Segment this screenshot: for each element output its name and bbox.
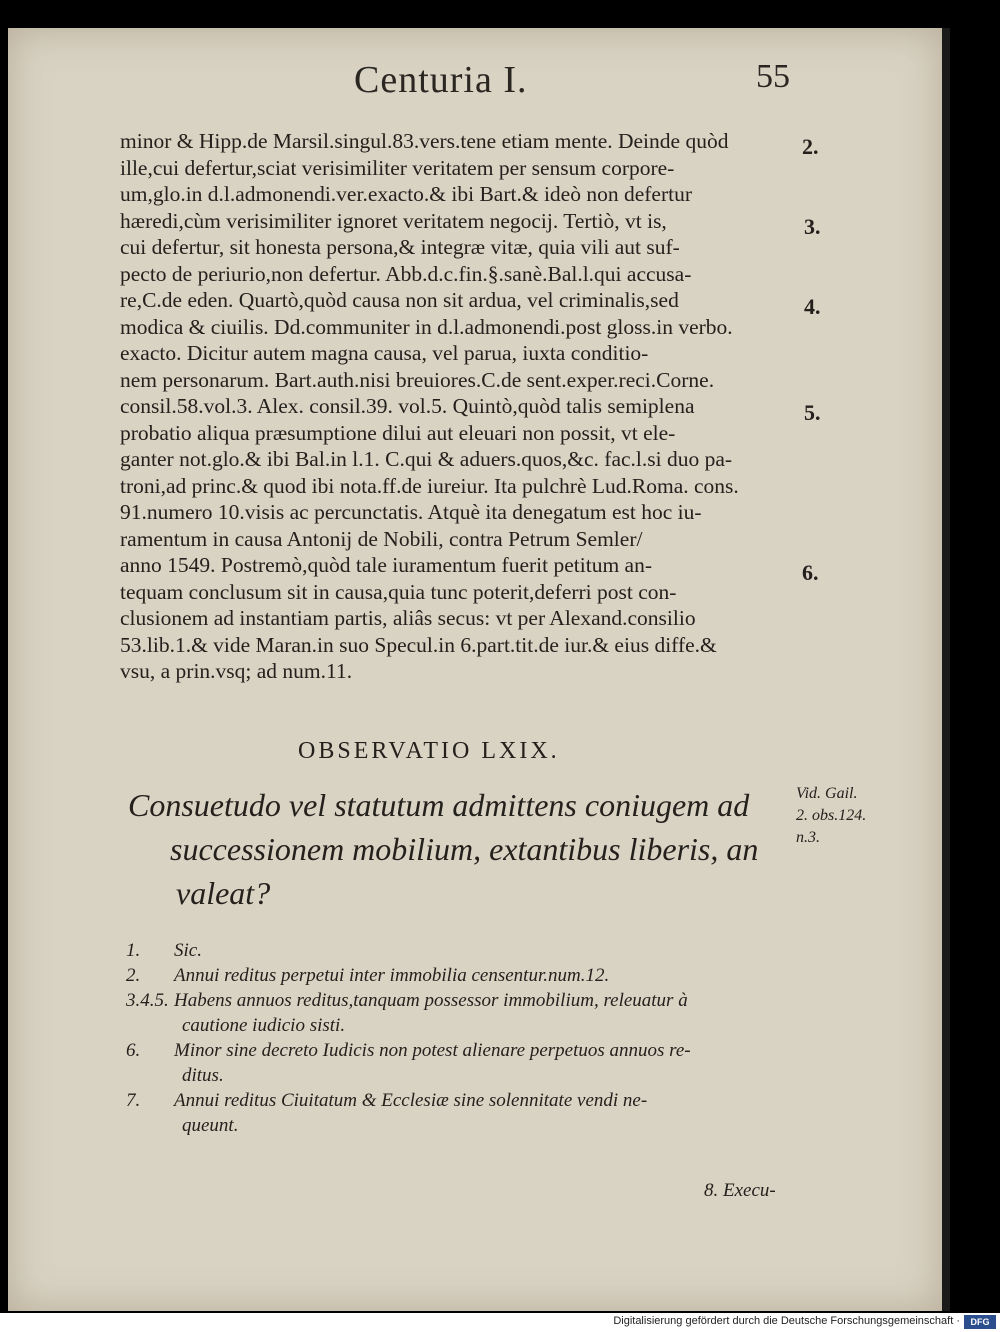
page-number: 55 <box>756 58 790 95</box>
running-title: Centuria I. <box>354 59 528 101</box>
body-line: exacto. Dicitur autem magna causa, vel parua, iuxta conditio- <box>120 341 649 365</box>
summary-text-continued: ditus. <box>182 1065 224 1086</box>
margin-number: 5. <box>804 400 821 425</box>
body-text <box>120 128 800 685</box>
body-line: cui defertur, sit honesta persona,& integræ vitæ, quia vili aut suf- <box>120 235 680 259</box>
side-reference <box>796 783 866 849</box>
footer-bar <box>0 1313 1000 1332</box>
summary-number: 3.4.5. <box>126 990 169 1011</box>
side-reference-line: 2. obs.124. <box>796 807 867 824</box>
body-line: nem personarum. Bart.auth.nisi breuiores.C.de sent.exper.reci.Corne. <box>120 367 715 392</box>
body-line: consil.58.vol.3. Alex. consil.39. vol.5. Quintò,quòd talis semiplena <box>120 394 695 418</box>
book-page <box>8 28 942 1311</box>
body-line: modica & ciuilis. Dd.communiter in d.l.admonendi.post gloss.in verbo. <box>120 314 733 339</box>
observation-question <box>128 783 798 915</box>
body-line: 53.lib.1.& vide Maran.in suo Specul.in 6.part.tit.de iur.& eius diffe.& <box>120 632 717 657</box>
body-line: ramentum in causa Antonij de Nobili, contra Petrum Semler/ <box>120 526 643 551</box>
body-line: probatio aliqua præsumptione dilui aut eleuari non possit, vt ele- <box>120 420 676 445</box>
summary-number: 1. <box>126 940 141 961</box>
body-line: hæredi,cùm verisimiliter ignoret veritatem negocij. Tertiò, vt is, <box>120 208 667 233</box>
body-line: vsu, a prin.vsq; ad num.11. <box>120 659 353 683</box>
page-edge <box>942 28 950 1311</box>
summary-item <box>126 938 806 963</box>
margin-number: 6. <box>802 560 819 585</box>
body-line: clusionem ad instantiam partis, aliâs secus: vt per Alexand.consilio <box>120 606 696 630</box>
summary-text: Sic. <box>174 940 202 961</box>
question-line: Consuetudo vel statutum admittens coniugem ad <box>128 787 750 823</box>
body-line: anno 1549. Postremò,quòd tale iuramentum fuerit petitum an- <box>120 553 653 577</box>
question-line: valeat? <box>176 875 271 911</box>
summary-item <box>126 1038 806 1063</box>
body-line: ille,cui defertur,sciat verisimiliter veritatem per sensum corpore- <box>120 155 675 180</box>
catchword: 8. Execu- <box>704 1180 776 1201</box>
funding-notice: Digitalisierung gefördert durch die Deutsche Forschungsgemeinschaft · <box>613 1315 960 1327</box>
margin-number: 2. <box>802 134 819 159</box>
summary-text-continued: queunt. <box>182 1115 239 1136</box>
side-reference-line: Vid. Gail. <box>796 785 858 802</box>
summary-text: Habens annuos reditus,tanquam possessor immobilium, releuatur à <box>174 990 688 1011</box>
summary-text: Annui reditus perpetui inter immobilia censentur.num.12. <box>174 965 610 986</box>
summary-item <box>126 1088 806 1113</box>
summary-text-continued: cautione iudicio sisti. <box>182 1015 346 1036</box>
margin-number: 4. <box>804 294 821 319</box>
summary-number: 2. <box>126 965 141 986</box>
body-line: re,C.de eden. Quartò,quòd causa non sit ardua, vel criminalis,sed <box>120 288 679 312</box>
dfg-logo: DFG <box>964 1315 996 1329</box>
body-line: um,glo.in d.l.admonendi.ver.exacto.& ibi Bart.& ideò non defertur <box>120 182 693 206</box>
body-line: tequam conclusum sit in causa,quia tunc poterit,deferri post con- <box>120 579 677 604</box>
margin-number: 3. <box>804 214 821 239</box>
body-line: ganter not.glo.& ibi Bal.in l.1. C.qui & aduers.quos,&c. fac.l.si duo pa- <box>120 447 733 471</box>
summary-list <box>126 938 806 1138</box>
summary-number: 6. <box>126 1040 141 1061</box>
body-line: troni,ad princ.& quod ibi nota.ff.de iureiur. Ita pulchrè Lud.Roma. cons. <box>120 473 739 498</box>
side-reference-line: n.3. <box>796 829 820 846</box>
summary-item <box>126 963 806 988</box>
body-line: 91.numero 10.visis ac percunctatis. Atquè ita denegatum est hoc iu- <box>120 500 702 524</box>
summary-text: Minor sine decreto Iudicis non potest alienare perpetuos annuos re- <box>174 1040 691 1061</box>
summary-text: Annui reditus Ciuitatum & Ecclesiæ sine solennitate vendi ne- <box>174 1090 648 1111</box>
question-line: successionem mobilium, extantibus liberis, an <box>170 831 759 867</box>
body-line: pecto de periurio,non defertur. Abb.d.c.fin.§.sanè.Bal.l.qui accusa- <box>120 261 692 286</box>
summary-number: 7. <box>126 1090 141 1111</box>
observation-heading: OBSERVATIO LXIX. <box>298 738 560 764</box>
summary-item <box>126 988 806 1013</box>
body-line: minor & Hipp.de Marsil.singul.83.vers.tene etiam mente. Deinde quòd <box>120 129 729 153</box>
